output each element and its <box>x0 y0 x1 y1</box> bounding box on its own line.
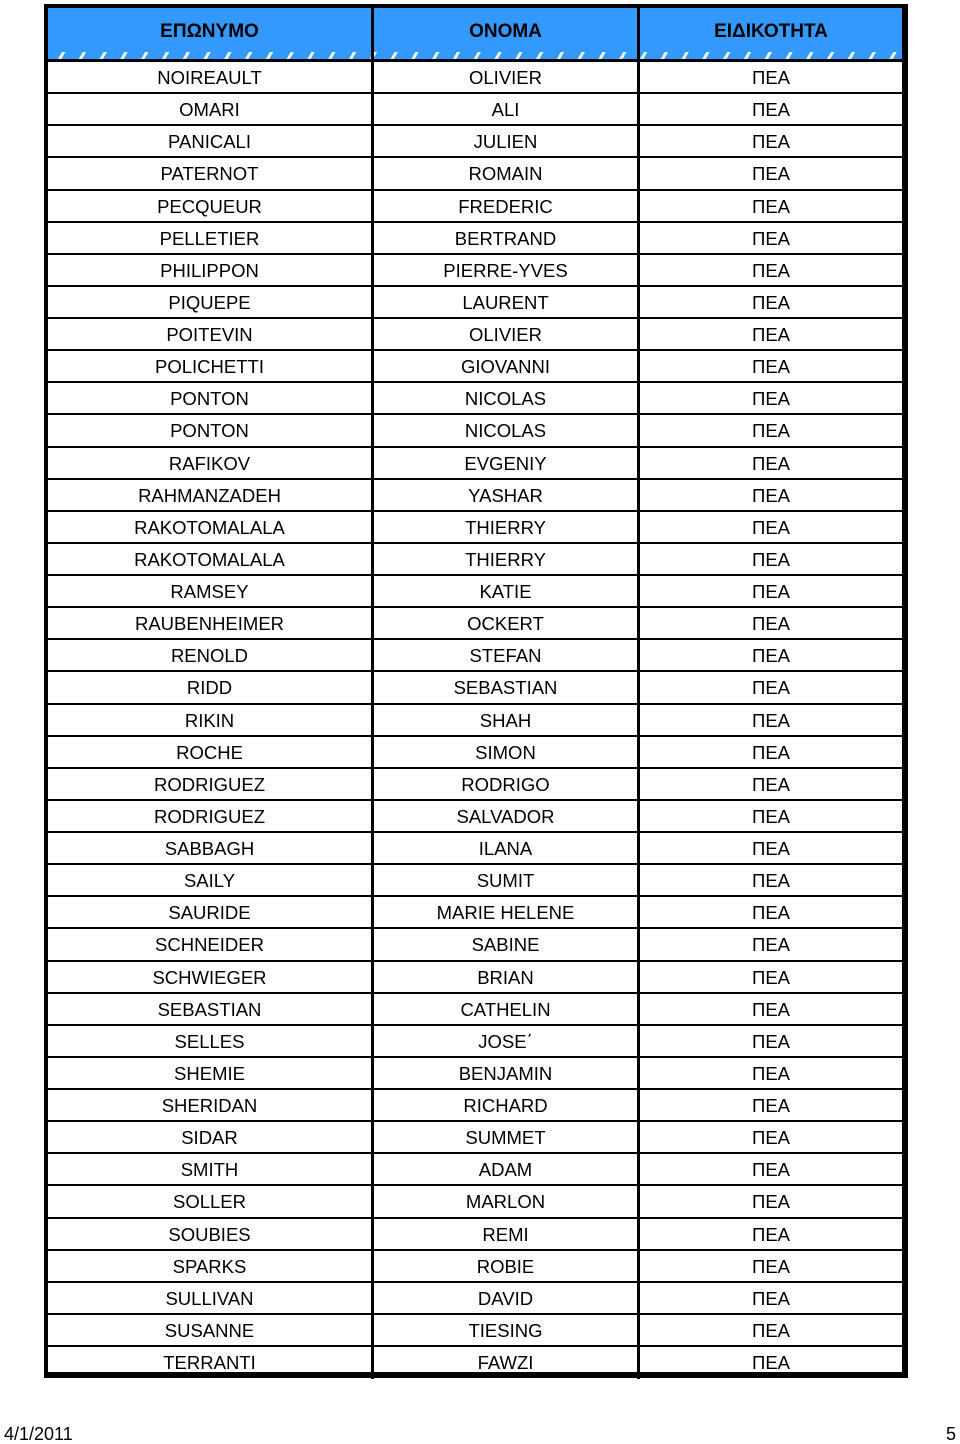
cell-first-name: OLIVIER <box>374 319 640 349</box>
cell-specialty: ΠΕΑ <box>751 902 791 924</box>
cell-surname: SOLLER <box>48 1186 374 1216</box>
cell-first-name: TIESING <box>374 1315 640 1345</box>
cell-surname: RAFIKOV <box>48 448 374 478</box>
cell-surname: ROCHE <box>48 737 374 767</box>
cell-first-name: FAWZI <box>374 1347 640 1379</box>
cell-specialty: ΠΕΑ <box>751 452 791 474</box>
cell-surname: RODRIGUEZ <box>48 801 374 831</box>
header-specialty: ΕΙΔΙΚΟΤΗΤΑ <box>714 21 828 42</box>
cell-first-name: KATIE <box>374 576 640 606</box>
cell-specialty: ΠΕΑ <box>751 805 791 827</box>
cell-first-name: RICHARD <box>374 1090 640 1120</box>
cell-first-name: SIMON <box>374 737 640 767</box>
cell-surname: SEBASTIAN <box>48 994 374 1024</box>
cell-first-name: BENJAMIN <box>374 1058 640 1088</box>
table-row <box>48 94 902 126</box>
table-row <box>48 865 902 897</box>
table-row <box>48 62 902 94</box>
cell-specialty: ΠΕΑ <box>751 1287 791 1309</box>
cell-surname: NOIREAULT <box>48 62 374 92</box>
table-row <box>48 126 902 158</box>
cell-first-name: MARLON <box>374 1186 640 1216</box>
cell-surname: SAILY <box>48 865 374 895</box>
cell-surname: SCHWIEGER <box>48 962 374 992</box>
cell-surname: SHERIDAN <box>48 1090 374 1120</box>
table-row <box>48 1186 902 1218</box>
cell-surname: RODRIGUEZ <box>48 769 374 799</box>
cell-first-name: STEFAN <box>374 640 640 670</box>
cell-specialty: ΠΕΑ <box>751 1352 791 1373</box>
cell-first-name: GIOVANNI <box>374 351 640 381</box>
table-row <box>48 319 902 351</box>
cell-surname: SCHNEIDER <box>48 929 374 959</box>
table-row <box>48 1122 902 1154</box>
table-row <box>48 1347 902 1379</box>
table-row <box>48 1090 902 1122</box>
cell-first-name: ALI <box>374 94 640 124</box>
table-row <box>48 1315 902 1347</box>
cell-specialty: ΠΕΑ <box>751 291 791 313</box>
cell-surname: SMITH <box>48 1154 374 1184</box>
cell-first-name: DAVID <box>374 1283 640 1313</box>
cell-specialty: ΠΕΑ <box>751 870 791 892</box>
cell-first-name: CATHELIN <box>374 994 640 1024</box>
table-row <box>48 833 902 865</box>
table-row <box>48 448 902 480</box>
cell-specialty: ΠΕΑ <box>751 838 791 859</box>
cell-surname: SHEMIE <box>48 1058 374 1088</box>
table-row <box>48 158 902 190</box>
cell-first-name: OCKERT <box>374 608 640 638</box>
table-row <box>48 351 902 383</box>
cell-specialty: ΠΕΑ <box>751 1255 791 1277</box>
table-row <box>48 223 902 255</box>
table-row <box>48 287 902 319</box>
cell-first-name: LAURENT <box>374 287 640 317</box>
table-row <box>48 1219 902 1251</box>
cell-specialty: ΠΕΑ <box>751 195 791 217</box>
table-row <box>48 608 902 640</box>
table-row <box>48 929 902 961</box>
staff-table <box>44 4 908 1378</box>
cell-specialty: ΠΕΑ <box>751 741 791 763</box>
cell-first-name: SALVADOR <box>374 801 640 831</box>
cell-first-name: FREDERIC <box>374 191 640 221</box>
cell-surname: PONTON <box>48 415 374 445</box>
table-row <box>48 769 902 801</box>
cell-specialty: ΠΕΑ <box>751 259 791 281</box>
cell-surname: PANICALI <box>48 126 374 156</box>
table-row <box>48 1026 902 1058</box>
cell-surname: RIDD <box>48 672 374 702</box>
cell-specialty: ΠΕΑ <box>751 1127 791 1149</box>
cell-first-name: EVGENIY <box>374 448 640 478</box>
cell-surname: SPARKS <box>48 1251 374 1281</box>
table-row <box>48 1251 902 1283</box>
cell-surname: SELLES <box>48 1026 374 1056</box>
cell-surname: SOUBIES <box>48 1219 374 1249</box>
cell-specialty: ΠΕΑ <box>751 484 791 506</box>
table-row <box>48 737 902 769</box>
cell-surname: POLICHETTI <box>48 351 374 381</box>
cell-surname: RIKIN <box>48 705 374 735</box>
table-row <box>48 544 902 576</box>
cell-specialty: ΠΕΑ <box>751 1062 791 1084</box>
cell-specialty: ΠΕΑ <box>751 420 791 442</box>
cell-specialty: ΠΕΑ <box>751 67 791 88</box>
cell-specialty: ΠΕΑ <box>751 324 791 345</box>
cell-surname: POITEVIN <box>48 319 374 349</box>
cell-specialty: ΠΕΑ <box>751 773 791 795</box>
cell-specialty: ΠΕΑ <box>751 581 791 602</box>
cell-specialty: ΠΕΑ <box>751 99 791 121</box>
cell-specialty: ΠΕΑ <box>751 1030 791 1052</box>
cell-specialty: ΠΕΑ <box>751 645 791 667</box>
cell-first-name: YASHAR <box>374 480 640 510</box>
cell-first-name: JOSE΄ <box>374 1026 640 1056</box>
cell-surname: SUSANNE <box>48 1315 374 1345</box>
cell-specialty: ΠΕΑ <box>751 1159 791 1181</box>
cell-first-name: BRIAN <box>374 962 640 992</box>
cell-surname: SAURIDE <box>48 897 374 927</box>
cell-surname: RAMSEY <box>48 576 374 606</box>
cell-surname: PATERNOT <box>48 158 374 188</box>
cell-specialty: ΠΕΑ <box>751 356 791 378</box>
cell-first-name: PIERRE-YVES <box>374 255 640 285</box>
header-first-name: ΟΝΟΜΑ <box>374 8 640 62</box>
table-row <box>48 480 902 512</box>
cell-first-name: RODRIGO <box>374 769 640 799</box>
cell-specialty: ΠΕΑ <box>751 677 791 699</box>
table-row <box>48 801 902 833</box>
table-row <box>48 191 902 223</box>
cell-specialty: ΠΕΑ <box>751 966 791 988</box>
cell-first-name: SUMIT <box>374 865 640 895</box>
cell-specialty: ΠΕΑ <box>751 709 791 731</box>
cell-surname: RENOLD <box>48 640 374 670</box>
table-row <box>48 255 902 287</box>
table-row <box>48 1154 902 1186</box>
cell-specialty: ΠΕΑ <box>751 388 791 410</box>
table-row <box>48 994 902 1026</box>
table-row <box>48 962 902 994</box>
cell-specialty: ΠΕΑ <box>751 998 791 1020</box>
cell-first-name: ROBIE <box>374 1251 640 1281</box>
cell-specialty: ΠΕΑ <box>751 1319 791 1341</box>
cell-surname: PECQUEUR <box>48 191 374 221</box>
footer-date: 4/1/2011 <box>4 1424 73 1444</box>
cell-first-name: REMI <box>374 1219 640 1249</box>
cell-surname: SIDAR <box>48 1122 374 1152</box>
table-row <box>48 1058 902 1090</box>
cell-first-name: NICOLAS <box>374 383 640 413</box>
cell-first-name: SEBASTIAN <box>374 672 640 702</box>
cell-first-name: THIERRY <box>374 512 640 542</box>
table-row <box>48 576 902 608</box>
header-surname: ΕΠΩΝΥΜΟ <box>48 8 374 62</box>
cell-first-name: SABINE <box>374 929 640 959</box>
table-row <box>48 512 902 544</box>
cell-specialty: ΠΕΑ <box>751 131 791 153</box>
cell-surname: SABBAGH <box>48 833 374 863</box>
cell-surname: PIQUEPE <box>48 287 374 317</box>
cell-surname: PONTON <box>48 383 374 413</box>
cell-surname: PELLETIER <box>48 223 374 253</box>
table-row <box>48 383 902 415</box>
cell-first-name: THIERRY <box>374 544 640 574</box>
cell-first-name: ROMAIN <box>374 158 640 188</box>
cell-surname: OMARI <box>48 94 374 124</box>
cell-specialty: ΠΕΑ <box>751 548 791 570</box>
table-row <box>48 1283 902 1315</box>
cell-first-name: JULIEN <box>374 126 640 156</box>
table-row <box>48 672 902 704</box>
cell-surname: RAHMANZADEH <box>48 480 374 510</box>
cell-surname: RAUBENHEIMER <box>48 608 374 638</box>
cell-specialty: ΠΕΑ <box>751 1191 791 1213</box>
cell-surname: RAKOTOMALALA <box>48 544 374 574</box>
table-body <box>48 62 902 1379</box>
cell-first-name: ILANA <box>374 833 640 863</box>
table-row <box>48 705 902 737</box>
table-row <box>48 897 902 929</box>
cell-specialty: ΠΕΑ <box>751 934 791 956</box>
table-row <box>48 640 902 672</box>
page-number: 5 <box>945 1424 956 1444</box>
cell-first-name: OLIVIER <box>374 62 640 92</box>
table-header <box>48 8 902 62</box>
cell-specialty: ΠΕΑ <box>751 163 791 185</box>
cell-first-name: MARIE HELENE <box>374 897 640 927</box>
cell-first-name: BERTRAND <box>374 223 640 253</box>
cell-specialty: ΠΕΑ <box>751 1095 791 1116</box>
table-row <box>48 415 902 447</box>
cell-surname: RAKOTOMALALA <box>48 512 374 542</box>
cell-surname: TERRANTI <box>48 1347 374 1379</box>
cell-specialty: ΠΕΑ <box>751 613 791 635</box>
cell-surname: SULLIVAN <box>48 1283 374 1313</box>
cell-first-name: NICOLAS <box>374 415 640 445</box>
cell-first-name: SHAH <box>374 705 640 735</box>
cell-first-name: SUMMET <box>374 1122 640 1152</box>
cell-specialty: ΠΕΑ <box>751 227 791 249</box>
cell-surname: PHILIPPON <box>48 255 374 285</box>
cell-first-name: ADAM <box>374 1154 640 1184</box>
cell-specialty: ΠΕΑ <box>751 1223 791 1245</box>
cell-specialty: ΠΕΑ <box>751 516 791 538</box>
